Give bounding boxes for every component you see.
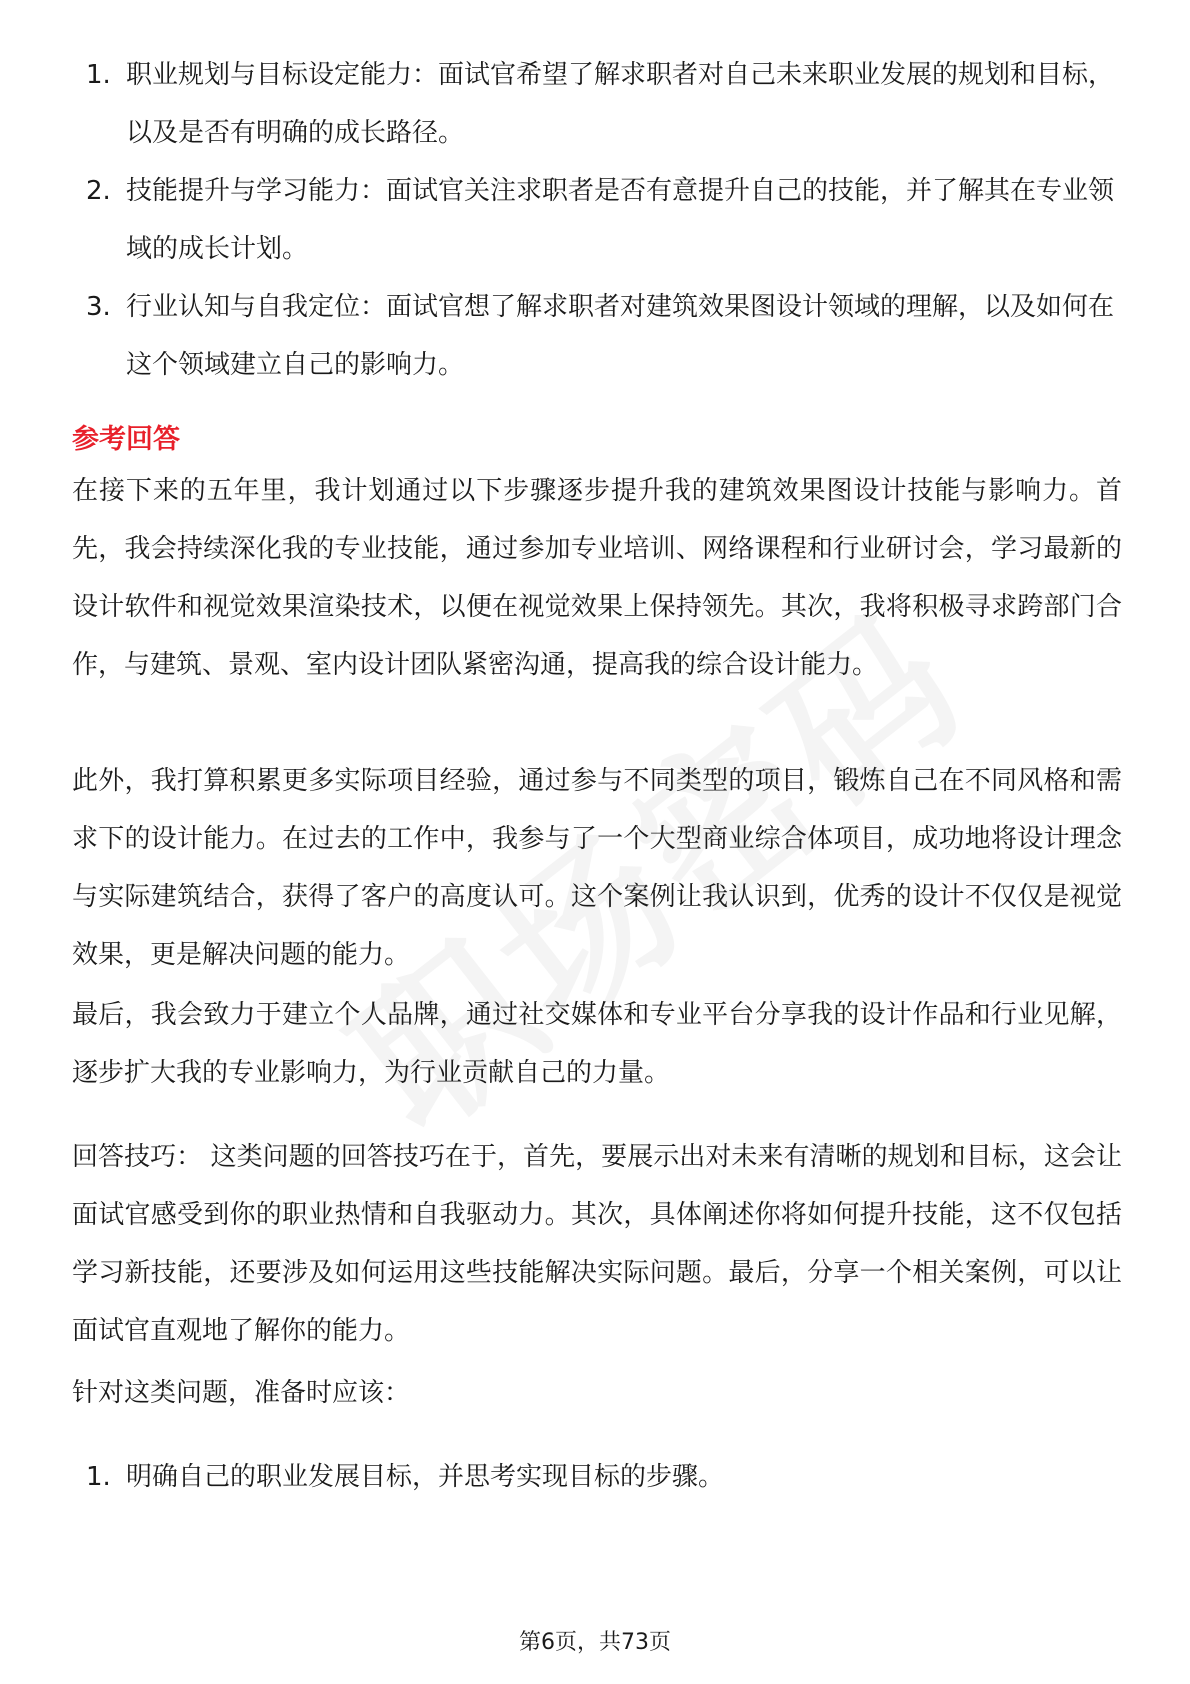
top-numbered-list xyxy=(0,46,1190,394)
list-item-number: 1. xyxy=(86,60,111,90)
list-item-number: 1. xyxy=(86,1462,111,1492)
answer-paragraph-3: 最后，我会致力于建立个人品牌，通过社交媒体和专业平台分享我的设计作品和行业见解，逐步扩大我的专业影响力，为行业贡献自己的力量。 xyxy=(72,1000,1122,1088)
list-item-text: 行业认知与自我定位：面试官想了解求职者对建筑效果图设计领域的理解，以及如何在这个领域建立自己的影响力。 xyxy=(126,292,1115,380)
list-item-text: 职业规划与目标设定能力：面试官希望了解求职者对自己未来职业发展的规划和目标，以及是否有明确的成长路径。 xyxy=(126,60,1115,148)
answer-paragraph-1: 在接下来的五年里，我计划通过以下步骤逐步提升我的建筑效果图设计技能与影响力。首先，我会持续深化我的专业技能，通过参加专业培训、网络课程和行业研讨会，学习最新的设计软件和视觉效果渲染技术，以便在视觉效果上保持领先。其次，我将积极寻求跨部门合作，与建筑、景观、室内设计团队紧密沟通，提高我的综合设计能力。 xyxy=(72,476,1122,680)
tips-paragraph: 回答技巧： 这类问题的回答技巧在于，首先，要展示出对未来有清晰的规划和目标，这会让面试官感受到你的职业热情和自我驱动力。其次，具体阐述你将如何提升技能，这不仅包括学习新技能，还要涉及如何运用这些技能解决实际问题。最后，分享一个相关案例，可以让面试官直观地了解你的能力。 xyxy=(72,1142,1122,1346)
list-item xyxy=(0,278,1190,394)
list-item-text: 明确自己的职业发展目标，并思考实现目标的步骤。 xyxy=(126,1462,725,1492)
list-item-number: 2. xyxy=(86,176,111,206)
page-footer: 第6页，共73页 xyxy=(519,1630,671,1655)
section-title: 参考回答 xyxy=(72,424,180,455)
answer-paragraph-2: 此外，我打算积累更多实际项目经验，通过参与不同类型的项目，锻炼自己在不同风格和需求下的设计能力。在过去的工作中，我参与了一个大型商业综合体项目，成功地将设计理念与实际建筑结合，获得了客户的高度认可。这个案例让我认识到，优秀的设计不仅仅是视觉效果，更是解决问题的能力。 xyxy=(72,766,1122,970)
list-item xyxy=(0,46,1190,162)
list-item-text: 技能提升与学习能力：面试官关注求职者是否有意提升自己的技能，并了解其在专业领域的成长计划。 xyxy=(126,176,1115,264)
list-item xyxy=(0,162,1190,278)
list-item-number: 3. xyxy=(86,292,111,322)
bottom-numbered-list xyxy=(0,1448,1190,1506)
list-item xyxy=(0,1448,1190,1506)
prep-intro: 针对这类问题，准备时应该： xyxy=(72,1378,411,1408)
